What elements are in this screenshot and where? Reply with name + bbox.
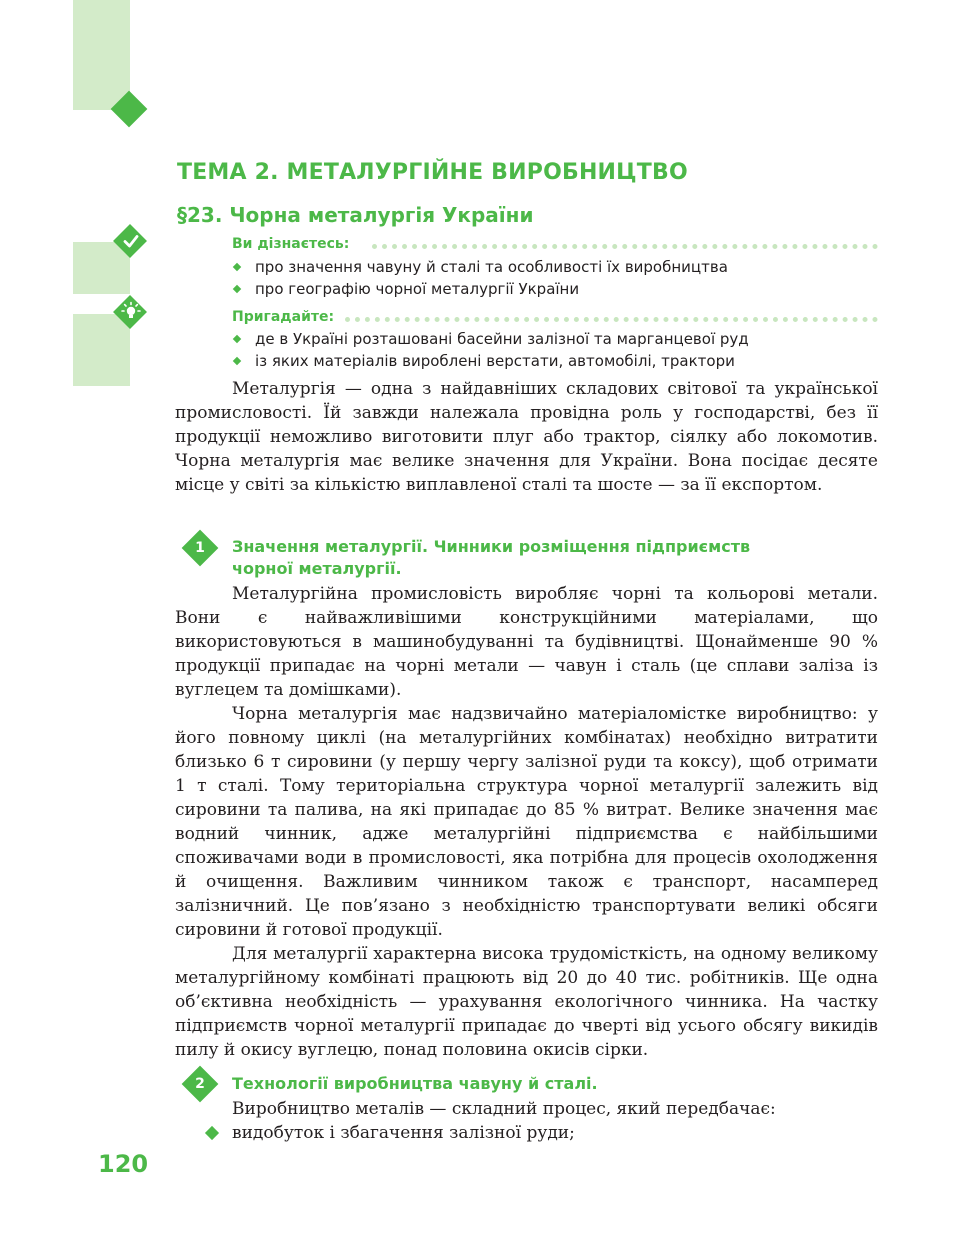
section-1-paragraph: Для металургії характерна висока трудомісткість, на одному великому металургійному комбінаті працюють від 20 до 40 тис. робітників. Ще одна об’єктивна необхідність — урахування екологічного чинника. На частку підприємств чорної металургії припадає до чверті від усього обсягу викидів пилу й окису вуглецю, понад половина окисів сірки.	[175, 944, 878, 1060]
section-1-paragraph: Чорна металургія має надзвичайно матеріаломістке виробництво: у його повному циклі (на металургійних комбінатах) необхідно витратити близько 6 т сировини (у першу чергу залізної руди та коксу), щоб отримати 1 т сталі. Тому територіальна структура чорної металургії залежить від сировини та палива, на які припадає до 85 % витрат. Велике значення має водний чинник, адже металургійні підприємства є найбільшими споживачами води в промисловості, яка потрібна для процесів охолодження й очищення. Важливим чинником також є транспорт, насамперед залізничний. Це пов’язано з необхідністю транспортувати великі обсяги сировини й готової продукції.	[175, 704, 878, 940]
section-1-number-badge	[187, 535, 213, 561]
section-1-heading-line1: Значення металургії. Чинники розміщення підприємств	[232, 537, 751, 556]
section-2-intro: Виробництво металів — складний процес, який передбачає:	[232, 1099, 776, 1119]
section-2-bullet-item: видобуток і збагачення залізної руди;	[232, 1123, 575, 1143]
paragraph-title: §23. Чорна металургія України	[177, 203, 534, 227]
learn-dotted-rule	[372, 244, 878, 249]
learn-heading: Ви дізнаєтесь:	[232, 236, 350, 252]
intro-text	[175, 377, 878, 497]
section-2-number-badge	[187, 1071, 213, 1097]
recall-heading: Пригадайте:	[232, 309, 335, 325]
checkmark-icon	[120, 230, 142, 252]
section-1-heading	[232, 536, 750, 580]
top-margin-band	[73, 0, 130, 110]
section-2-heading: Технології виробництва чавуну й сталі.	[232, 1074, 598, 1093]
section-2-number: 2	[195, 1076, 205, 1092]
list-item: із яких матеріалів вироблені верстати, автомобілі, трактори	[232, 350, 749, 372]
learn-list	[232, 256, 728, 300]
intro-paragraph: Металургія — одна з найдавніших складових світової та української промисловості. Їй завжди належала провідна роль у господарстві, без її продукції неможливо виготовити плуг або трактор, сіялку або локомотив. Чорна металургія має велике значення для України. Вона посідає десяте місце у світі за кількістю виплавленої сталі та шосте — за її експортом.	[175, 379, 878, 495]
recall-margin-band	[73, 314, 130, 386]
list-item: про значення чавуну й сталі та особливості їх виробництва	[232, 256, 728, 278]
list-item: де в Україні розташовані басейни залізної та марганцевої руд	[232, 328, 749, 350]
recall-dotted-rule	[345, 317, 878, 322]
page-number: 120	[98, 1150, 149, 1178]
section-1-heading-line2: чорної металургії.	[232, 559, 402, 578]
bullet-diamond-icon	[205, 1126, 219, 1140]
recall-list	[232, 328, 749, 372]
topic-title: ТЕМА 2. МЕТАЛУРГІЙНЕ ВИРОБНИЦТВО	[177, 160, 688, 185]
lightbulb-icon	[119, 300, 143, 324]
section-1-number: 1	[195, 540, 205, 556]
section-1-paragraph: Металургійна промисловість виробляє чорні та кольорові метали. Вони є найважливішими конструкційними матеріалами, що використовуються в машинобудуванні та будівництві. Щонайменше 90 % продукції припадає на чорні метали — чавун і сталь (це сплави заліза із вуглецем та домішками).	[175, 584, 878, 700]
list-item: про географію чорної металургії України	[232, 278, 728, 300]
section-2-body	[175, 1097, 878, 1121]
section-1-body	[175, 582, 878, 1062]
